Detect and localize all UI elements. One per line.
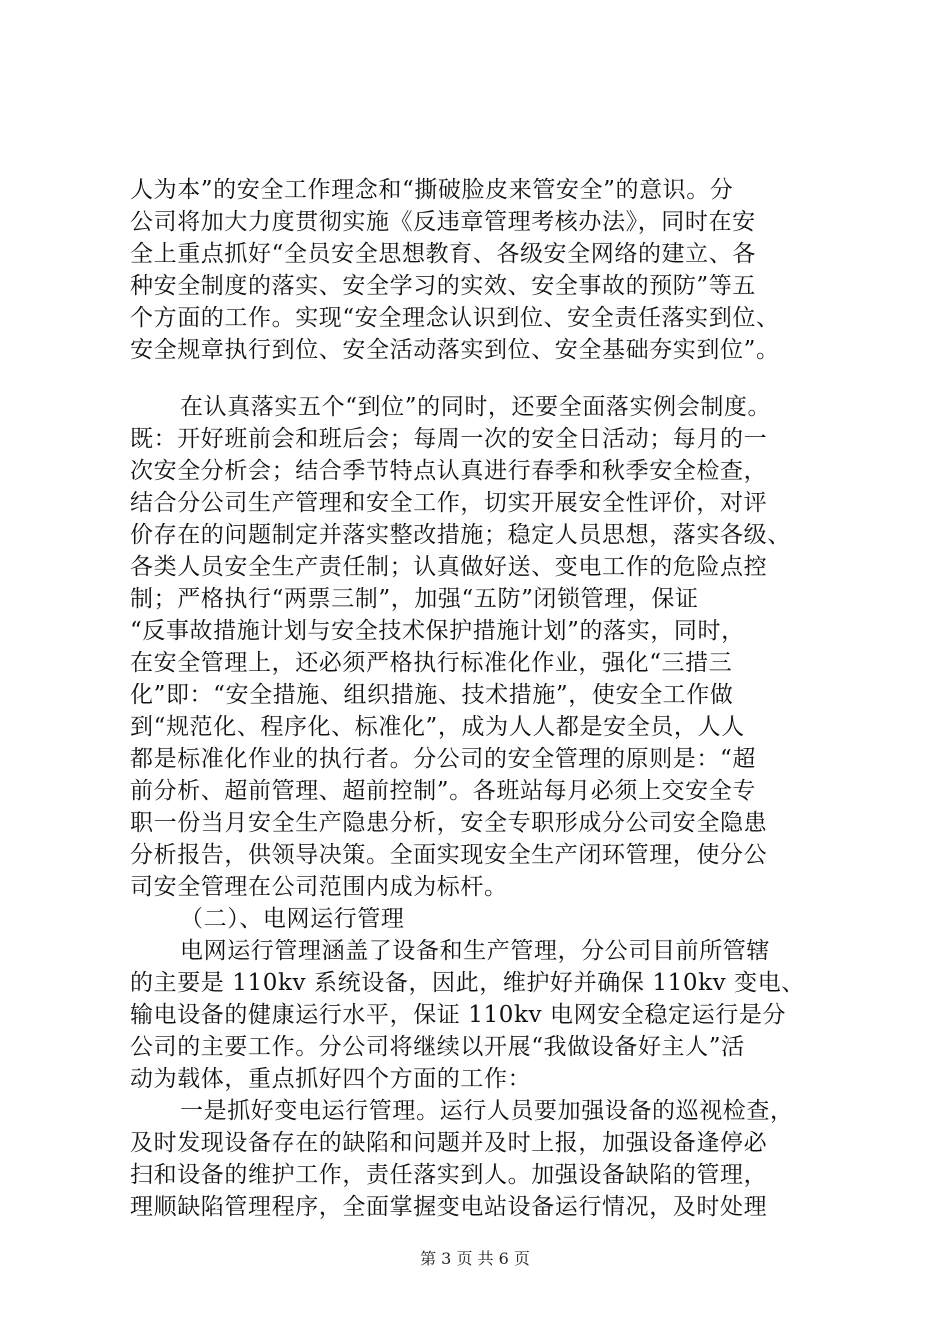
paragraph-2-line-15: 分析报告，供领导决策。全面实现安全生产闭环管理，使分公 [130, 842, 768, 868]
paragraph-2-line-2: 既：开好班前会和班后会；每周一次的安全日活动；每月的一 [130, 426, 768, 452]
paragraph-2-line-12: 都是标准化作业的执行者。分公司的安全管理的原则是：“超 [130, 746, 756, 772]
page-number: 第 3 页 共 6 页 [420, 1249, 530, 1268]
paragraph-3-line-1: 电网运行管理涵盖了设备和生产管理，分公司目前所管辖 [180, 938, 770, 964]
paragraph-2-line-14: 职一份当月安全生产隐患分析，安全专职形成分公司安全隐患 [130, 810, 768, 836]
paragraph-2-line-7: 制；严格执行“两票三制”，加强“五防”闭锁管理，保证 [130, 586, 699, 612]
paragraph-4-line-1: 一是抓好变电运行管理。运行人员要加强设备的巡视检查， [180, 1098, 794, 1124]
paragraph-4-line-3: 扫和设备的维护工作，责任落实到人。加强设备缺陷的管理， [130, 1162, 768, 1188]
paragraph-2-line-8: “反事故措施计划与安全技术保护措施计划”的落实，同时， [130, 618, 745, 644]
paragraph-2-line-13: 前分析、超前管理、超前控制”。各班站每月必须上交安全专 [130, 778, 756, 804]
paragraph-1-line-6: 安全规章执行到位、安全活动落实到位、安全基础夯实到位”。 [130, 337, 780, 363]
paragraph-2-line-6: 各类人员安全生产责任制；认真做好送、变电工作的危险点控 [130, 554, 768, 580]
paragraph-4-line-4: 理顺缺陷管理程序，全面掌握变电站设备运行情况，及时处理 [130, 1194, 768, 1220]
paragraph-2-line-4: 结合分公司生产管理和安全工作，切实开展安全性评价，对评 [130, 490, 768, 516]
paragraph-1-line-5: 个方面的工作。实现“安全理念认识到位、安全责任落实到位、 [130, 305, 780, 331]
paragraph-3-line-2: 的主要是 110kv 系统设备，因此，维护好并确保 110kv 变电、 [130, 970, 805, 996]
paragraph-1-line-2: 公司将加大力度贯彻实施《反违章管理考核办法》，同时在安 [130, 209, 756, 235]
paragraph-2-line-5: 价存在的问题制定并落实整改措施；稳定人员思想，落实各级、 [130, 522, 791, 548]
paragraph-4-line-2: 及时发现设备存在的缺陷和问题并及时上报，加强设备逢停必 [130, 1130, 768, 1156]
paragraph-1-line-4: 种安全制度的落实、安全学习的实效、安全事故的预防”等五 [130, 273, 756, 299]
paragraph-3-line-4: 公司的主要工作。分公司将继续以开展“我做设备好主人”活 [130, 1034, 745, 1060]
paragraph-2-line-1: 在认真落实五个“到位”的同时，还要全面落实例会制度。 [180, 394, 772, 420]
paragraph-1-line-3: 全上重点抓好“全员安全思想教育、各级安全网络的建立、各 [130, 241, 756, 267]
paragraph-3-line-5: 动为载体，重点抓好四个方面的工作： [130, 1066, 532, 1092]
paragraph-2-line-16: 司安全管理在公司范围内成为标杆。 [130, 874, 508, 900]
paragraph-3-line-3: 输电设备的健康运行水平，保证 110kv 电网安全稳定运行是分 [130, 1002, 787, 1028]
paragraph-2-line-3: 次安全分析会；结合季节特点认真进行春季和秋季安全检查， [130, 458, 768, 484]
paragraph-2-line-11: 到“规范化、程序化、标准化”，成为人人都是安全员，人人 [130, 714, 745, 740]
section-heading: （二）、电网运行管理 [180, 906, 405, 932]
paragraph-1-line-1: 人为本”的安全工作理念和“撕破脸皮来管安全”的意识。分 [130, 177, 734, 203]
paragraph-2-line-9: 在安全管理上，还必须严格执行标准化作业，强化“三措三 [130, 650, 733, 676]
paragraph-2-line-10: 化”即：“安全措施、组织措施、技术措施”，使安全工作做 [130, 682, 734, 708]
